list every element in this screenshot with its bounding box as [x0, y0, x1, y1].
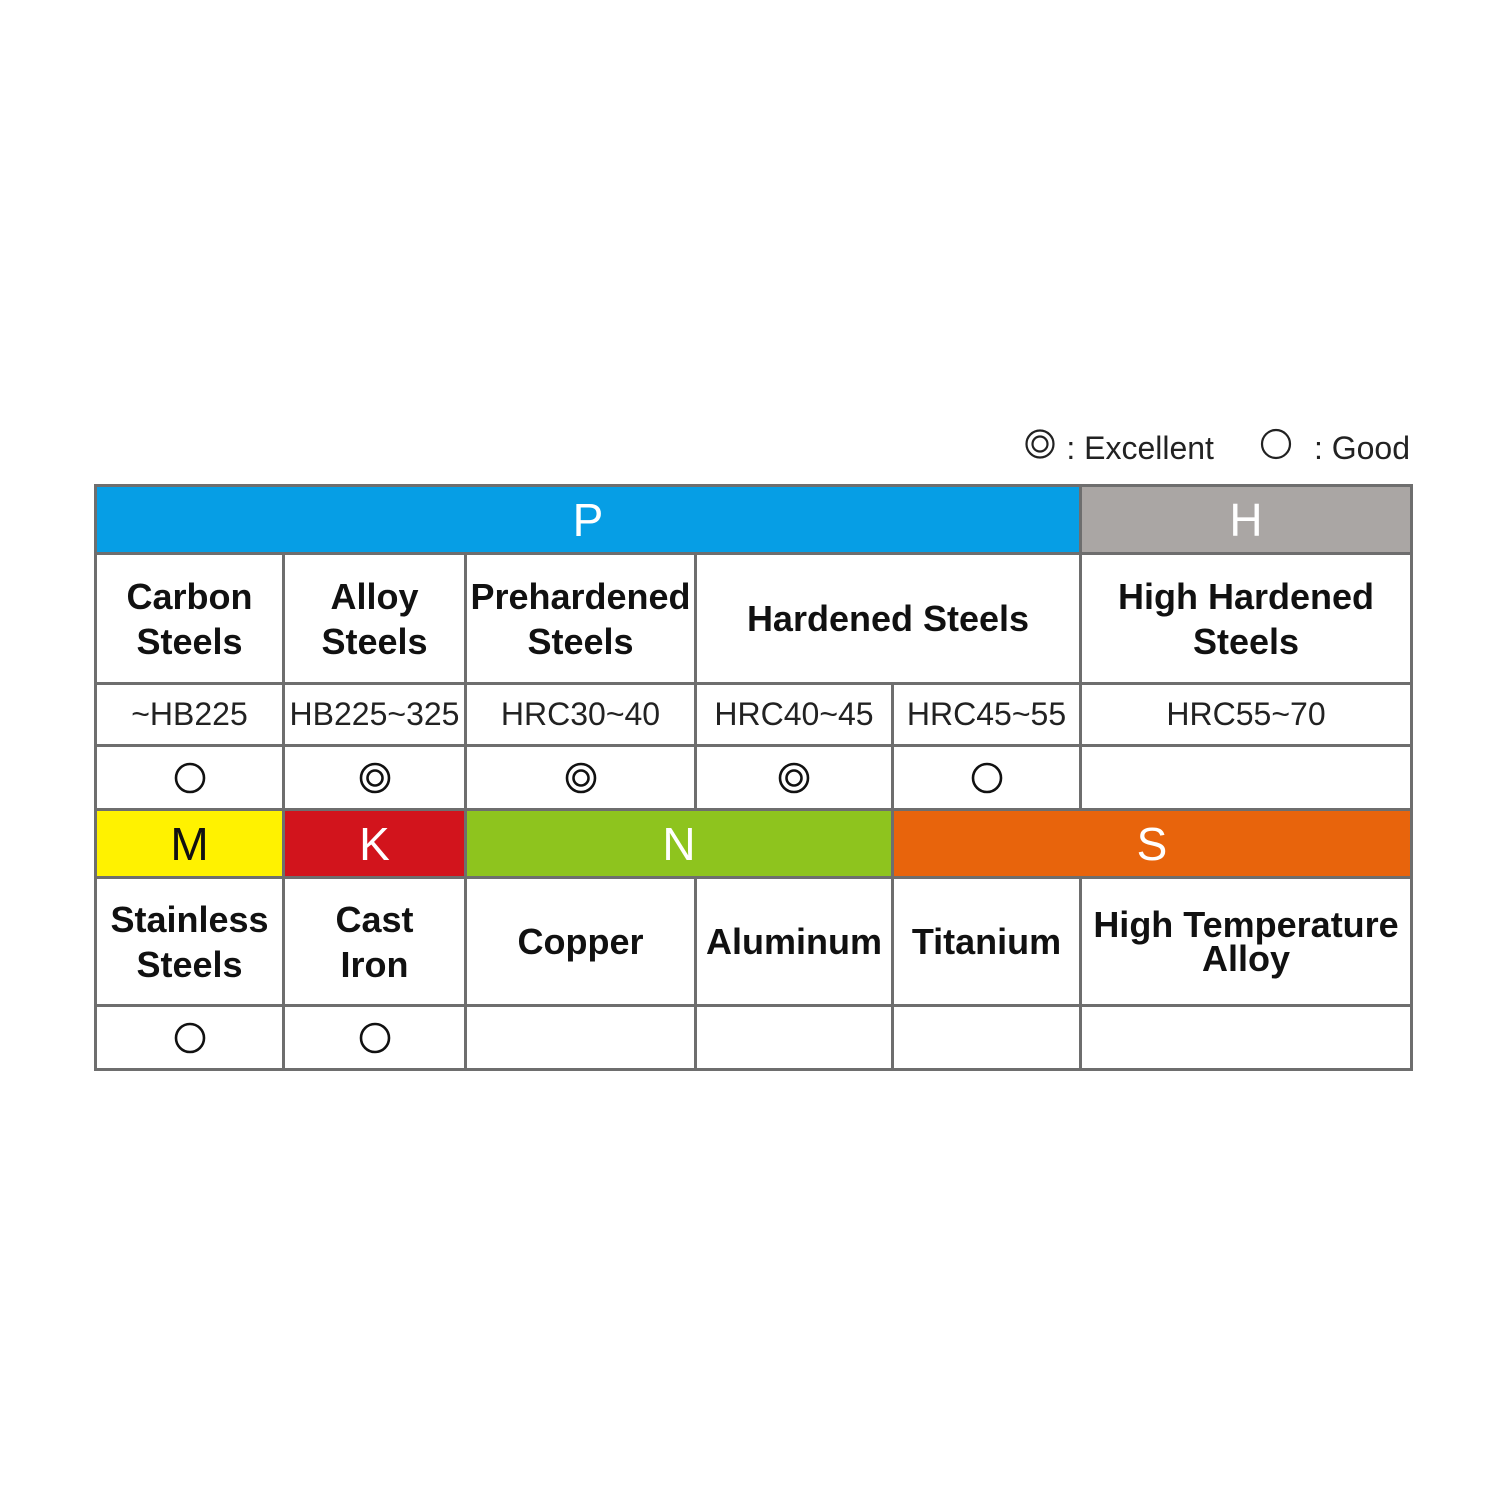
circle-icon: [1260, 428, 1292, 468]
rating-cell: [696, 1006, 893, 1070]
rating-row-bottom: [96, 1006, 1412, 1070]
rating-cell: [696, 746, 893, 810]
material-row-top: [96, 554, 1412, 684]
material-row-bottom: [96, 878, 1412, 1006]
hardness-cell: HB225~325: [284, 684, 466, 746]
good-rating-icon: [970, 761, 1004, 795]
rating-cell: [466, 746, 696, 810]
group-header-k: K: [284, 810, 466, 878]
rating-cell: [1081, 746, 1412, 810]
material-cell: Cast Iron: [284, 878, 466, 1006]
excellent-rating-icon: [358, 761, 392, 795]
rating-cell: [893, 1006, 1081, 1070]
rating-cell: [96, 1006, 284, 1070]
rating-cell: [466, 1006, 696, 1070]
rating-cell: [1081, 1006, 1412, 1070]
rating-cell: [893, 746, 1081, 810]
material-cell: Aluminum: [696, 878, 893, 1006]
hardness-row: [96, 684, 1412, 746]
group-header-s: S: [893, 810, 1412, 878]
material-cell: High Temperature Alloy: [1081, 878, 1412, 1006]
hardness-cell: HRC45~55: [893, 684, 1081, 746]
excellent-rating-icon: [564, 761, 598, 795]
group-header-h: H: [1081, 486, 1412, 554]
legend-good-label: : Good: [1313, 429, 1410, 466]
hardness-cell: HRC30~40: [466, 684, 696, 746]
group-header-n: N: [466, 810, 893, 878]
material-cell: Titanium: [893, 878, 1081, 1006]
material-suitability-table: [94, 484, 1413, 1071]
hardness-cell: HRC55~70: [1081, 684, 1412, 746]
hardness-cell: ~HB225: [96, 684, 284, 746]
legend-good: [1260, 428, 1410, 468]
good-rating-icon: [173, 1021, 207, 1055]
material-cell: High Hardened Steels: [1081, 554, 1412, 684]
group-row-bottom: [96, 810, 1412, 878]
material-cell: Copper: [466, 878, 696, 1006]
group-header-p: P: [96, 486, 1081, 554]
material-cell: Carbon Steels: [96, 554, 284, 684]
rating-legend: [1024, 426, 1410, 470]
rating-cell: [284, 746, 466, 810]
legend-excellent-label: : Excellent: [1066, 429, 1214, 466]
good-rating-icon: [358, 1021, 392, 1055]
material-cell: Hardened Steels: [696, 554, 1081, 684]
rating-row-top: [96, 746, 1412, 810]
rating-cell: [284, 1006, 466, 1070]
material-cell: Prehardened Steels: [466, 554, 696, 684]
material-cell: Alloy Steels: [284, 554, 466, 684]
good-rating-icon: [173, 761, 207, 795]
legend-excellent: [1024, 428, 1214, 468]
rating-cell: [96, 746, 284, 810]
group-header-m: M: [96, 810, 284, 878]
double-circle-icon: [1024, 428, 1056, 468]
group-row-top: [96, 486, 1412, 554]
hardness-cell: HRC40~45: [696, 684, 893, 746]
material-cell: Stainless Steels: [96, 878, 284, 1006]
excellent-rating-icon: [777, 761, 811, 795]
